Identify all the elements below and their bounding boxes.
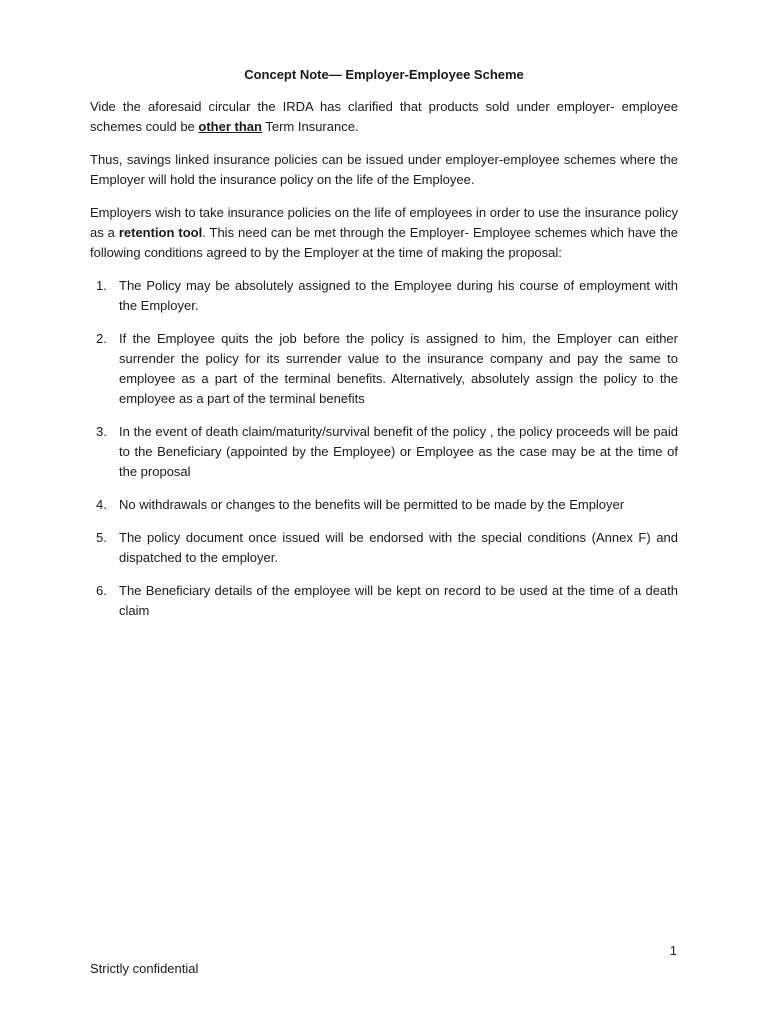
paragraph-text: Employers wish to take insurance policies on the life of employees in order to use the insurance policy as a [90, 205, 678, 240]
list-item-number: 6. [96, 583, 107, 598]
list-item-number: 4. [96, 497, 107, 512]
paragraph-employers [90, 203, 678, 263]
emphasis-other-than: other than [198, 119, 262, 134]
list-item-number: 3. [96, 424, 107, 439]
list-item [90, 422, 678, 482]
document-title: Concept Note— Employer-Employee Scheme [244, 67, 524, 82]
paragraph-text: . This need can be met through the Employer- Employee schemes which have the following conditions agreed to by the Employer at the time of making the proposal: [90, 225, 679, 260]
paragraph-text: Term Insurance. [261, 119, 359, 134]
paragraph-circular [90, 97, 678, 137]
page-number: 1 [669, 943, 677, 958]
emphasis-retention-tool: retention tool [118, 225, 203, 240]
list-item-number: 1. [96, 278, 107, 293]
list-item-number: 5. [96, 530, 107, 545]
paragraph-text: Vide the aforesaid circular the IRDA has clarified that products sold under employer- employee schemes could be [90, 99, 678, 134]
list-item [90, 581, 678, 621]
list-item-text: The Beneficiary details of the employee will be kept on record to be used at the time of a death claim [119, 583, 678, 618]
list-item-text: The policy document once issued will be endorsed with the special conditions (Annex F) and dispatched to the employer. [119, 530, 678, 565]
footer-confidential: Strictly confidential [90, 961, 199, 976]
conditions-list [90, 276, 678, 621]
list-item [90, 329, 678, 409]
document-body [90, 97, 678, 634]
list-item [90, 528, 678, 568]
list-item-number: 2. [96, 331, 107, 346]
list-item-text: In the event of death claim/maturity/survival benefit of the policy , the policy proceeds will be paid to the Beneficiary (appointed by the Employee) or Employee as the case may be at the time of the proposal [119, 424, 678, 479]
paragraph-savings: Thus, savings linked insurance policies can be issued under employer-employee schemes where the Employer will hold the insurance policy on the life of the Employee. [90, 152, 678, 187]
list-item [90, 495, 678, 515]
list-item-text: No withdrawals or changes to the benefits will be permitted to be made by the Employer [119, 497, 625, 512]
list-item [90, 276, 678, 316]
list-item-text: The Policy may be absolutely assigned to the Employee during his course of employment with the Employer. [119, 278, 678, 313]
list-item-text: If the Employee quits the job before the policy is assigned to him, the Employer can either surrender the policy for its surrender value to the insurance company and pay the same to employee as a part of the terminal benefits. Alternatively, absolutely assign the policy to the employee as a part of the terminal benefits [119, 331, 678, 406]
